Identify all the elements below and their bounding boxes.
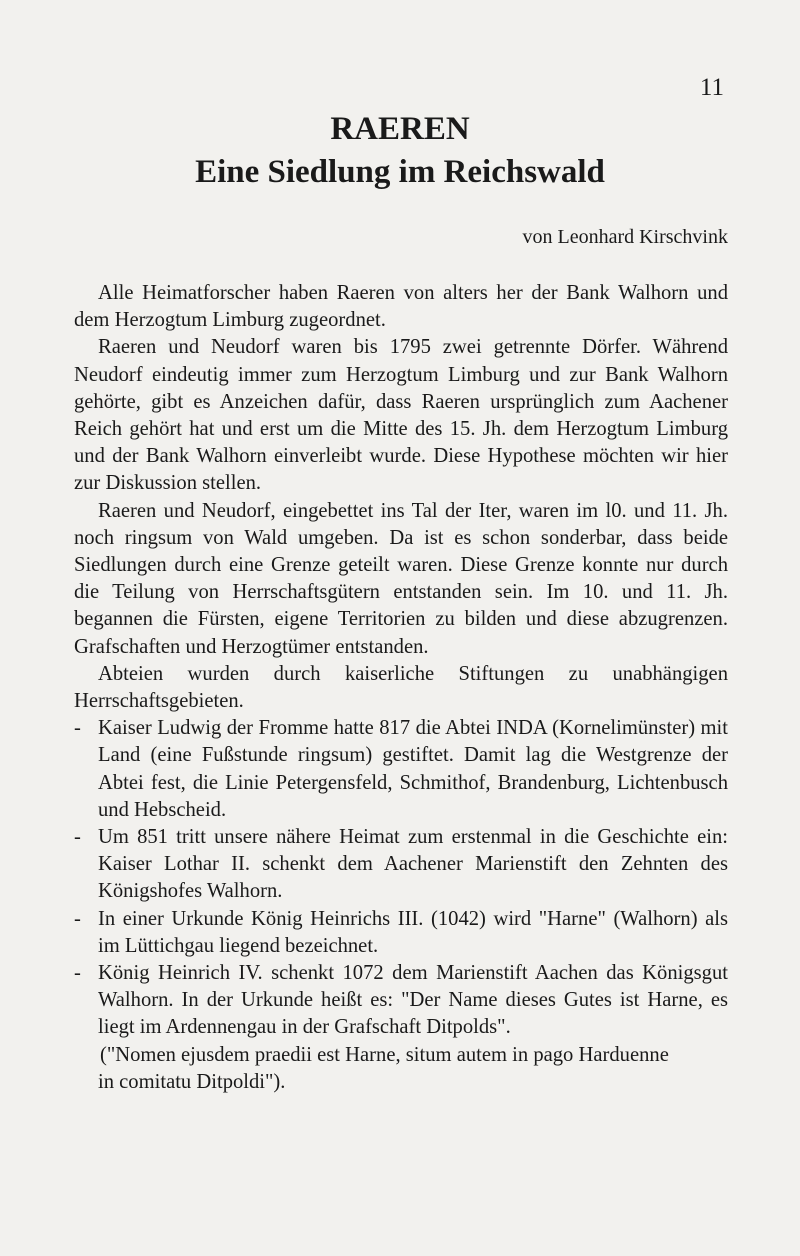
latin-quote xyxy=(74,1042,728,1096)
list-item xyxy=(74,960,728,1042)
title-line-2: Eine Siedlung im Reichswald xyxy=(195,154,605,190)
list-item xyxy=(74,824,728,906)
list-dash: - xyxy=(74,826,81,849)
quote-line-1: ("Nomen ejusdem praedii est Harne, situm autem in pago Harduenne xyxy=(100,1043,669,1066)
list-dash: - xyxy=(74,907,81,930)
list-item-text: Um 851 tritt unsere nähere Heimat zum erstenmal in die Geschichte ein: Kaiser Lothar II. schenkt dem Aachener Marienstift den Zehnten des Königshofes Walhorn. xyxy=(98,826,728,903)
paragraph-2: Raeren und Neudorf waren bis 1795 zwei getrennte Dörfer. Während Neudorf eindeutig immer zum Herzogtum Limburg und zur Bank Walhorn gehörte, gibt es Anzeichen dafür, dass Raeren ursprünglich zum Aachener Reich gehört hat und erst um die Mitte des 15. Jh. dem Herzogtum Limburg und der Bank Walhorn einverleibt wurde. Diese Hypothese möchten wir hier zur Diskussion stellen. xyxy=(74,336,728,495)
list-item xyxy=(74,906,728,960)
list-item-text: In einer Urkunde König Heinrichs III. (1042) wird "Harne" (Walhorn) als im Lüttichgau liegend bezeichnet. xyxy=(98,907,728,957)
paragraph-3: Raeren und Neudorf, eingebettet ins Tal der Iter, waren im l0. und 11. Jh. noch ringsum von Wald umgeben. Da ist es schon sonderbar, dass beide Siedlungen durch eine Grenze geteilt waren. Diese Grenze konnte nur durch die Teilung von Herrschaftsgütern entstanden sein. Im 10. und 11. Jh. begannen die Fürsten, eigene Territorien zu bilden und diese abzugrenzen. Grafschaften und Herzogtümer entstanden. xyxy=(74,499,728,658)
paragraph-1: Alle Heimatforscher haben Raeren von alters her der Bank Walhorn und dem Herzogtum Limburg zugeordnet. xyxy=(74,282,728,332)
list-dash: - xyxy=(74,717,81,740)
page-number: 11 xyxy=(699,74,724,101)
article-body xyxy=(74,280,728,1096)
author-byline: von Leonhard Kirschvink xyxy=(522,226,728,248)
quote-line-2: in comitatu Ditpoldi"). xyxy=(98,1070,286,1093)
title-line-1: RAEREN xyxy=(330,111,470,147)
article-title xyxy=(0,108,800,194)
list-item-text: Kaiser Ludwig der Fromme hatte 817 die Abtei INDA (Kornelimünster) mit Land (eine Fußstunde ringsum) gestiftet. Damit lag die Westgrenze der Abtei fest, die Linie Petergensfeld, Schmithof, Brandenburg, Lichtenbusch und Hebscheid. xyxy=(98,717,728,821)
list-dash: - xyxy=(74,962,81,985)
paragraph-4: Abteien wurden durch kaiserliche Stiftungen zu unabhängigen Herrschaftsgebieten. xyxy=(74,662,728,713)
list-item-text: König Heinrich IV. schenkt 1072 dem Marienstift Aachen das Königsgut Walhorn. In der Urkunde heißt es: "Der Name dieses Gutes ist Harne, es liegt im Ardennengau in der Grafschaft Ditpolds". xyxy=(98,962,728,1039)
list-item xyxy=(74,715,728,824)
history-list xyxy=(74,715,728,1041)
